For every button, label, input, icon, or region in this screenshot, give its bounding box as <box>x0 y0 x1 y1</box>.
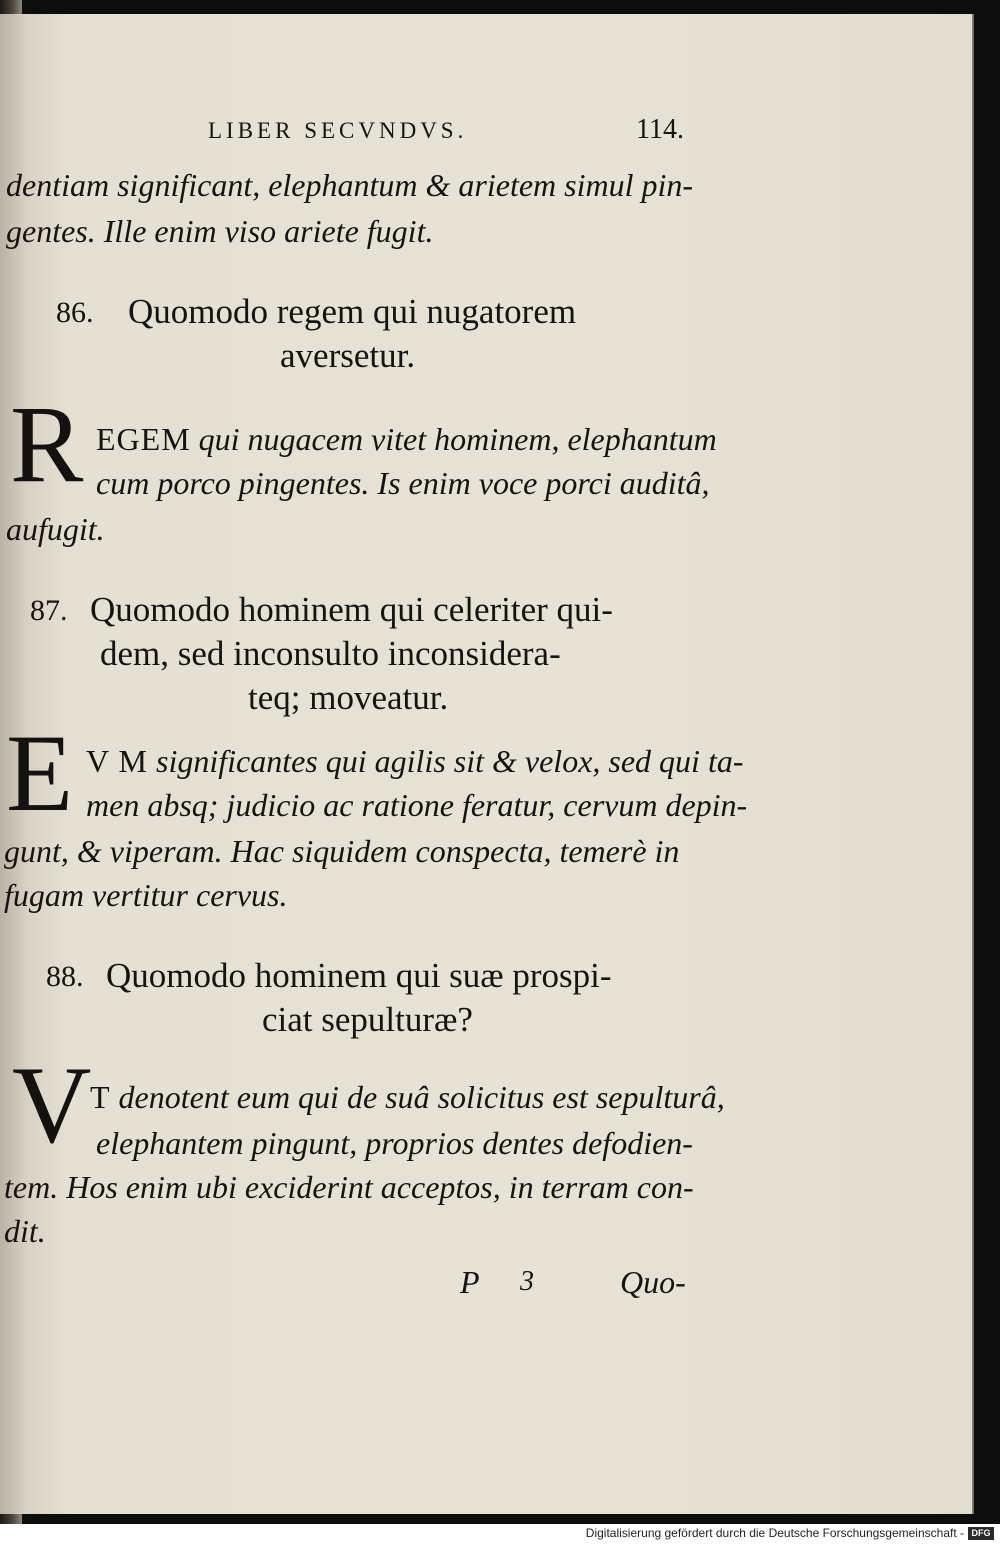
text-line: dentiam significant, elephantum & arietem simul pin- <box>6 167 694 203</box>
section-heading-line: ciat sepulturæ? <box>262 1000 473 1039</box>
first-word-caps: T <box>90 1079 111 1115</box>
text-line: fugam vertitur cervus. <box>4 877 288 913</box>
first-word-caps: EGEM <box>96 421 191 457</box>
footer-bar <box>0 1524 1000 1544</box>
text-line: men absq; judicio ac ratione feratur, cervum depin- <box>86 787 748 823</box>
first-word-caps: V M <box>86 743 148 779</box>
text-line: gunt, & viperam. Hac siquidem conspecta, temerè in <box>4 833 680 869</box>
drop-cap: V <box>12 1044 92 1166</box>
text-line: dit. <box>4 1213 46 1249</box>
section-heading-line: aversetur. <box>280 336 416 375</box>
drop-cap: R <box>10 383 84 505</box>
section-heading-line: Quomodo hominem qui suæ prospi- <box>106 956 612 995</box>
text-line: aufugit. <box>6 511 105 547</box>
section-heading-line: Quomodo regem qui nugatorem <box>128 292 577 331</box>
section-number: 88. <box>46 960 84 993</box>
text-line-rest: significantes qui agilis sit & velox, sed qui ta- <box>155 743 744 779</box>
running-head <box>208 112 684 152</box>
signature-line <box>460 1264 710 1304</box>
text-line: gentes. Ille enim viso ariete fugit. <box>6 213 434 249</box>
text-line <box>86 740 743 782</box>
dfg-logo: DFG <box>968 1527 994 1540</box>
section-heading-line: Quomodo hominem qui celeriter qui- <box>90 590 613 629</box>
catchword: Quo- <box>620 1264 686 1300</box>
signature-mark: P <box>460 1264 480 1300</box>
text-line-rest: qui nugacem vitet hominem, elephantum <box>198 421 717 457</box>
drop-cap: E <box>6 712 74 834</box>
section-number: 87. <box>30 594 68 627</box>
section-heading-line: dem, sed inconsulto inconsidera- <box>100 634 561 673</box>
signature-number: 3 <box>520 1266 534 1297</box>
text-line <box>90 1076 725 1118</box>
section-heading-line: teq; moveatur. <box>248 678 449 717</box>
running-title: LIBER SECVNDVS. <box>208 118 468 143</box>
book-page <box>0 14 972 1514</box>
footer-credit: Digitalisierung gefördert durch die Deutsche Forschungsgemeinschaft - <box>585 1526 964 1540</box>
section-number: 86. <box>56 296 94 329</box>
folio-number: 114. <box>636 114 684 145</box>
text-line: elephantem pingunt, proprios dentes defodien- <box>96 1125 693 1161</box>
text-line: cum porco pingentes. Is enim voce porci auditâ, <box>96 465 710 501</box>
text-line-rest: denotent eum qui de suâ solicitus est sepulturâ, <box>118 1079 725 1115</box>
text-line: tem. Hos enim ubi exciderint acceptos, in terram con- <box>4 1169 694 1205</box>
text-line <box>96 418 717 460</box>
